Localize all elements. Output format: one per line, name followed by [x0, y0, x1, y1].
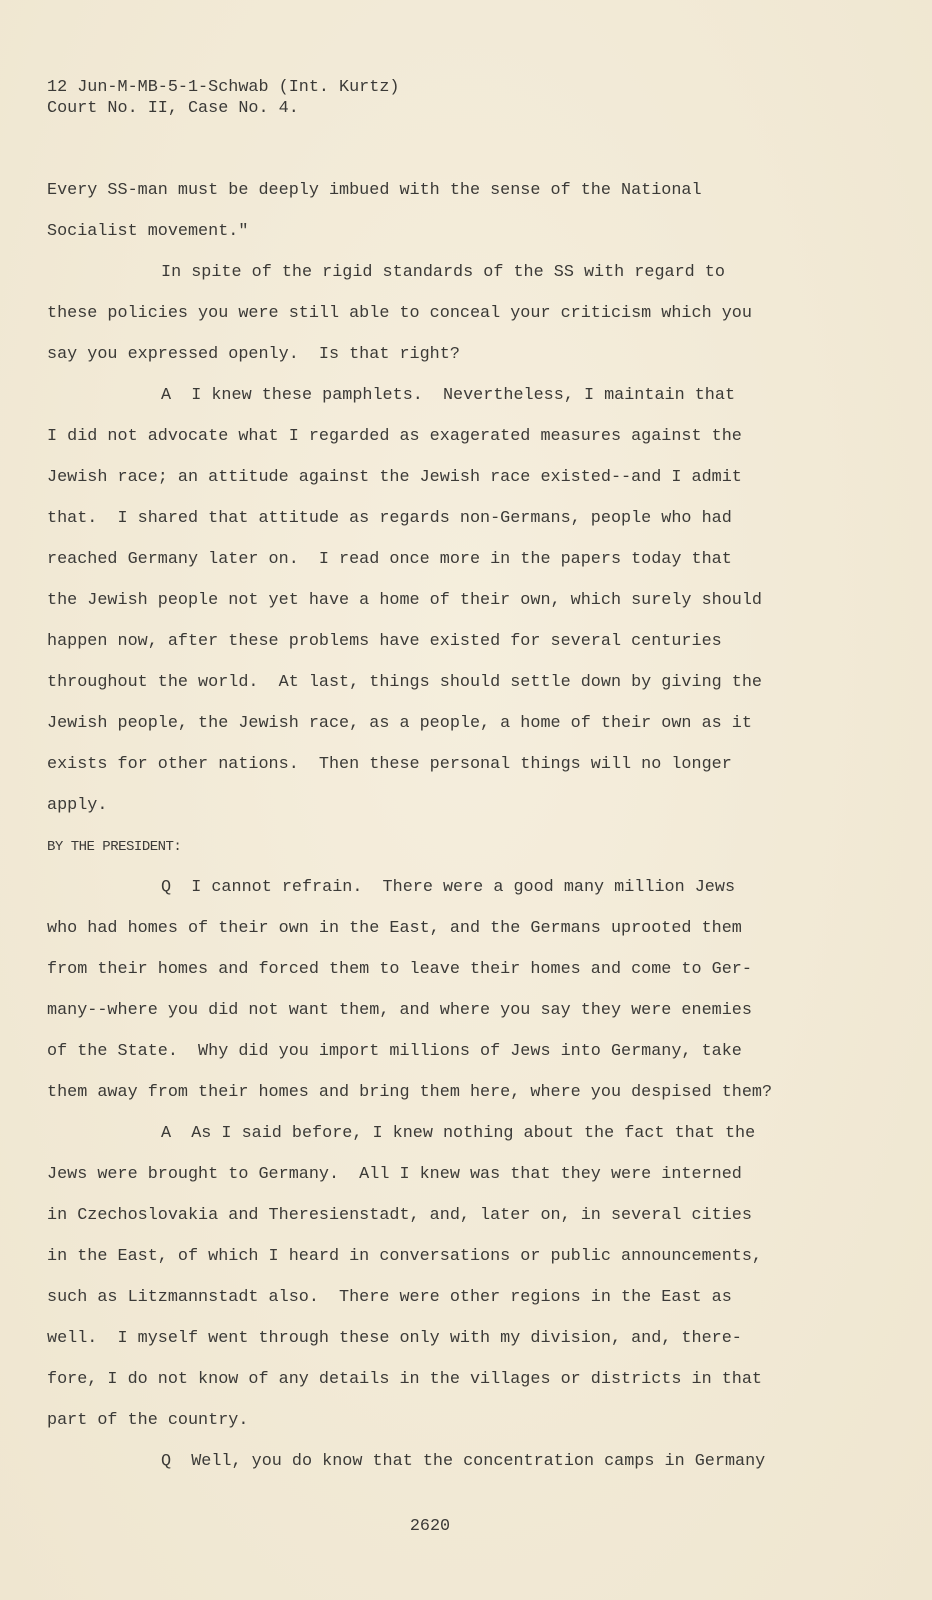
text-line: who had homes of their own in the East, and the Germans uprooted them [47, 919, 742, 938]
text-line: reached Germany later on. I read once more in the papers today that [47, 550, 732, 569]
text-line: Socialist movement." [47, 222, 249, 241]
text-line: fore, I do not know of any details in the villages or districts in that [47, 1370, 762, 1389]
question-line: Q Well, you do know that the concentration camps in Germany [161, 1452, 766, 1471]
text-line: Jewish people, the Jewish race, as a people, a home of their own as it [47, 714, 752, 733]
text-line: Jewish race; an attitude against the Jewish race existed--and I admit [47, 468, 742, 487]
text-line: apply. [47, 796, 108, 815]
header-reference: 12 Jun-M-MB-5-1-Schwab (Int. Kurtz) [47, 78, 400, 97]
text-line: of the State. Why did you import millions of Jews into Germany, take [47, 1042, 742, 1061]
header-court-case: Court No. II, Case No. 4. [47, 99, 299, 118]
text-line: well. I myself went through these only with my division, and, there- [47, 1329, 742, 1348]
text-line: In spite of the rigid standards of the SS with regard to [161, 263, 725, 282]
text-line: the Jewish people not yet have a home of their own, which surely should [47, 591, 762, 610]
text-line: I did not advocate what I regarded as exagerated measures against the [47, 427, 742, 446]
text-line: in the East, of which I heard in conversations or public announcements, [47, 1247, 762, 1266]
text-line: that. I shared that attitude as regards non-Germans, people who had [47, 509, 732, 528]
text-line: say you expressed openly. Is that right? [47, 345, 460, 364]
text-line: happen now, after these problems have existed for several centuries [47, 632, 722, 651]
text-line: throughout the world. At last, things should settle down by giving the [47, 673, 762, 692]
text-line: from their homes and forced them to leave their homes and come to Ger- [47, 960, 752, 979]
transcript-body [47, 178, 887, 1490]
text-line: many--where you did not want them, and where you say they were enemies [47, 1001, 752, 1020]
text-line: in Czechoslovakia and Theresienstadt, and, later on, in several cities [47, 1206, 752, 1225]
text-line: such as Litzmannstadt also. There were other regions in the East as [47, 1288, 732, 1307]
page-number: 2620 [409, 1517, 451, 1536]
text-line: Jews were brought to Germany. All I knew was that they were interned [47, 1165, 742, 1184]
speaker-heading: BY THE PRESIDENT: [47, 839, 182, 855]
answer-line: A I knew these pamphlets. Nevertheless, I maintain that [161, 386, 736, 405]
text-line: these policies you were still able to conceal your criticism which you [47, 304, 752, 323]
text-line: part of the country. [47, 1411, 249, 1430]
text-line: them away from their homes and bring them here, where you despised them? [47, 1083, 773, 1102]
answer-line: A As I said before, I knew nothing about the fact that the [161, 1124, 756, 1143]
text-line: Every SS-man must be deeply imbued with the sense of the National [47, 181, 702, 200]
text-line: exists for other nations. Then these personal things will no longer [47, 755, 732, 774]
question-line: Q I cannot refrain. There were a good many million Jews [161, 878, 736, 897]
